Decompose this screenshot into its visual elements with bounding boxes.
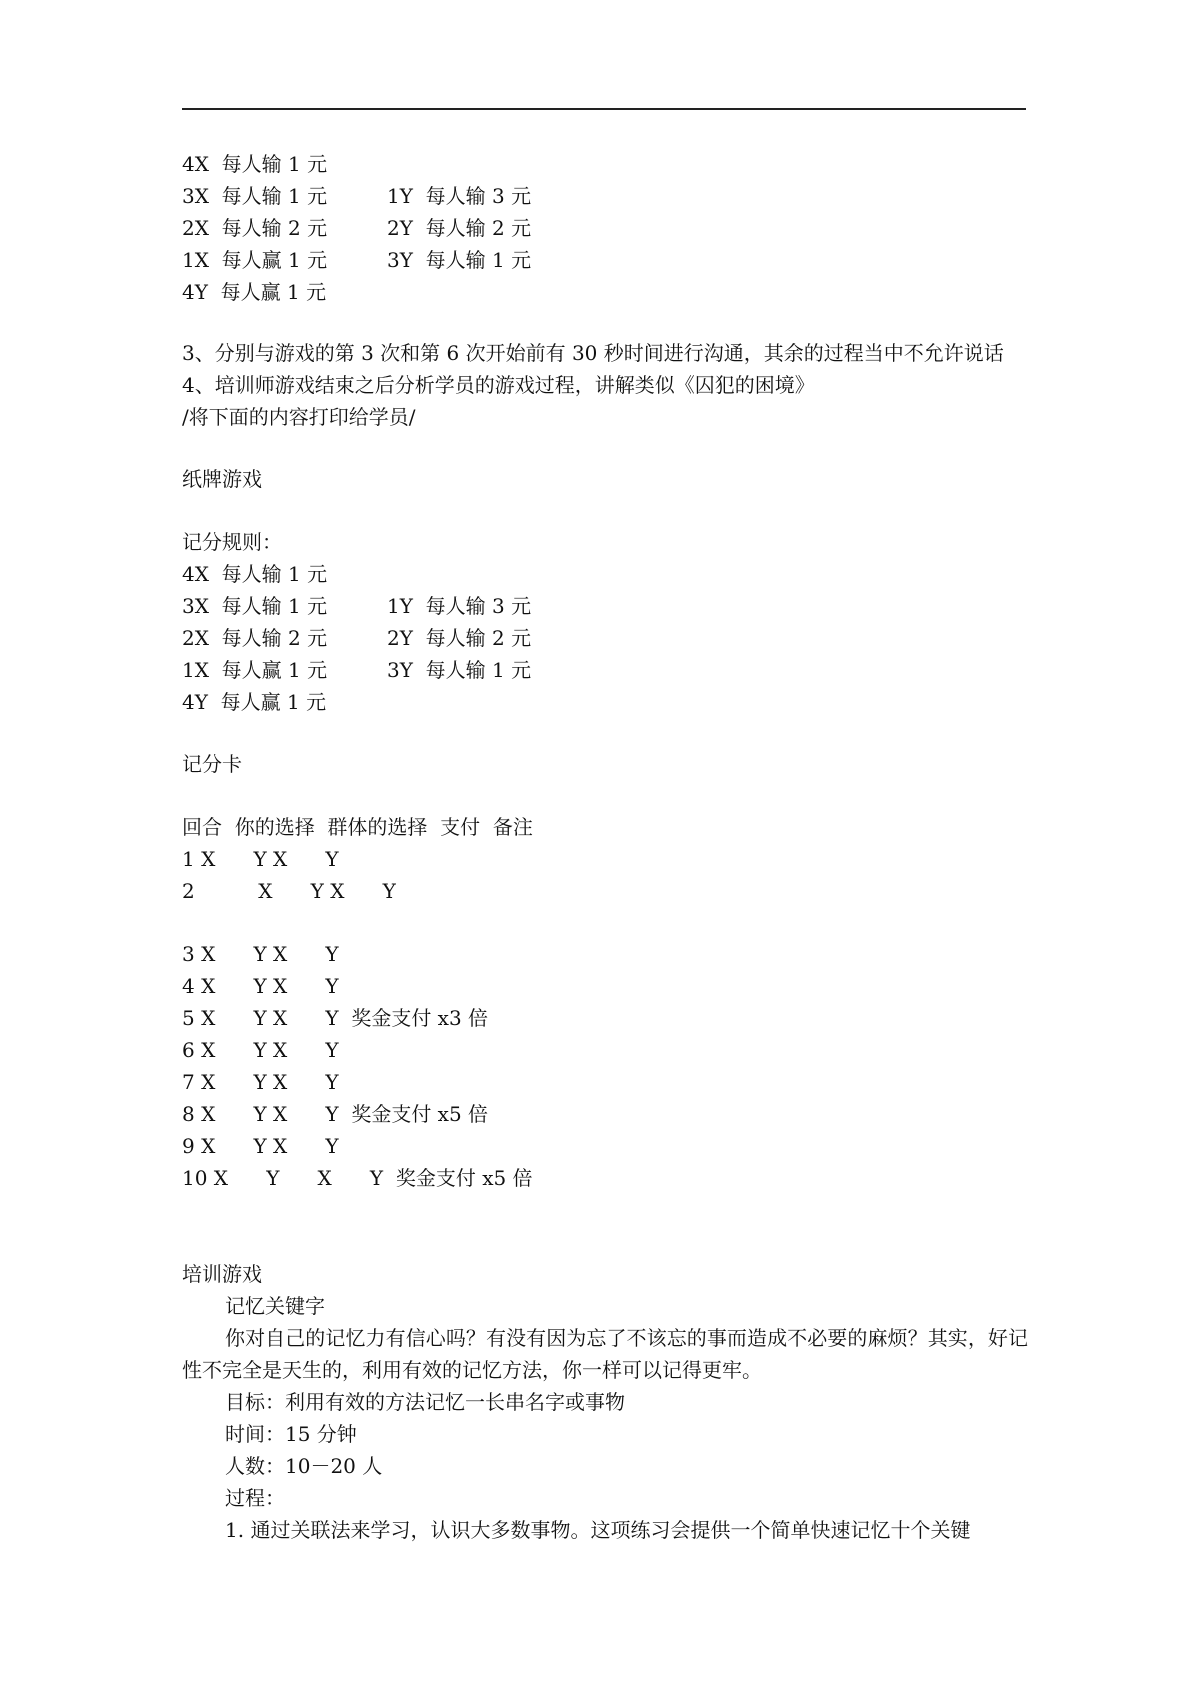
score-rule-1x: 1X 每人赢 1 元 bbox=[182, 248, 328, 272]
score-rule-2y: 2Y 每人输 2 元 bbox=[387, 626, 532, 650]
scorecard-row: 6 X Y X Y bbox=[182, 1038, 339, 1062]
score-rule-3x: 3X 每人输 1 元 bbox=[182, 594, 328, 618]
scorecard-row: 5 X Y X Y 奖金支付 x3 倍 bbox=[182, 1006, 489, 1030]
score-rule-2x: 2X 每人输 2 元 bbox=[182, 626, 328, 650]
scorecard-row: 7 X Y X Y bbox=[182, 1070, 339, 1094]
training-game-section-title: 培训游戏 bbox=[182, 1262, 262, 1286]
score-rule-4x: 4X 每人输 1 元 bbox=[182, 562, 328, 586]
instruction-item-4: 4、培训师游戏结束之后分析学员的游戏过程，讲解类似《囚犯的困境》 bbox=[182, 373, 815, 397]
scorecard-row: 3 X Y X Y bbox=[182, 942, 339, 966]
scorecard-row: 4 X Y X Y bbox=[182, 974, 339, 998]
card-game-title: 纸牌游戏 bbox=[182, 467, 262, 491]
training-game-step-1: 1. 通过关联法来学习，认识大多数事物。这项练习会提供一个简单快速记忆十个关键 bbox=[225, 1518, 971, 1542]
scorecard-header: 回合 你的选择 群体的选择 支付 备注 bbox=[182, 815, 533, 839]
score-rule-2x: 2X 每人输 2 元 bbox=[182, 216, 328, 240]
score-rule-3x: 3X 每人输 1 元 bbox=[182, 184, 328, 208]
score-rule-4y: 4Y 每人赢 1 元 bbox=[182, 690, 327, 714]
score-rule-2y: 2Y 每人输 2 元 bbox=[387, 216, 532, 240]
scoring-rules-title: 记分规则： bbox=[182, 530, 282, 554]
training-game-goal: 目标：利用有效的方法记忆一长串名字或事物 bbox=[225, 1390, 625, 1414]
training-game-intro: 你对自己的记忆力有信心吗？有没有因为忘了不该忘的事而造成不必要的麻烦？其实，好记性不完全是天生的，利用有效的记忆方法，你一样可以记得更牢。 bbox=[182, 1326, 1028, 1382]
training-game-people: 人数：10－20 人 bbox=[225, 1454, 383, 1478]
score-rule-4x: 4X 每人输 1 元 bbox=[182, 152, 328, 176]
training-game-time: 时间：15 分钟 bbox=[225, 1422, 357, 1446]
score-rule-3y: 3Y 每人输 1 元 bbox=[387, 248, 532, 272]
training-game-process: 过程： bbox=[225, 1486, 285, 1510]
scorecard-title: 记分卡 bbox=[182, 752, 242, 776]
scorecard-row: 9 X Y X Y bbox=[182, 1134, 339, 1158]
score-rule-4y: 4Y 每人赢 1 元 bbox=[182, 280, 327, 304]
training-game-title: 记忆关键字 bbox=[225, 1294, 325, 1318]
scorecard-row: 8 X Y X Y 奖金支付 x5 倍 bbox=[182, 1102, 489, 1126]
header-rule bbox=[182, 108, 1026, 110]
scorecard-row: 2 X Y X Y bbox=[182, 879, 396, 903]
print-note: /将下面的内容打印给学员/ bbox=[182, 405, 416, 429]
instruction-item-3: 3、分别与游戏的第 3 次和第 6 次开始前有 30 秒时间进行沟通，其余的过程当中不允许说话 bbox=[182, 341, 1004, 365]
scorecard-row: 10 X Y X Y 奖金支付 x5 倍 bbox=[182, 1166, 533, 1190]
score-rule-1y: 1Y 每人输 3 元 bbox=[387, 184, 532, 208]
score-rule-1y: 1Y 每人输 3 元 bbox=[387, 594, 532, 618]
scorecard-row: 1 X Y X Y bbox=[182, 847, 339, 871]
score-rule-1x: 1X 每人赢 1 元 bbox=[182, 658, 328, 682]
score-rule-3y: 3Y 每人输 1 元 bbox=[387, 658, 532, 682]
